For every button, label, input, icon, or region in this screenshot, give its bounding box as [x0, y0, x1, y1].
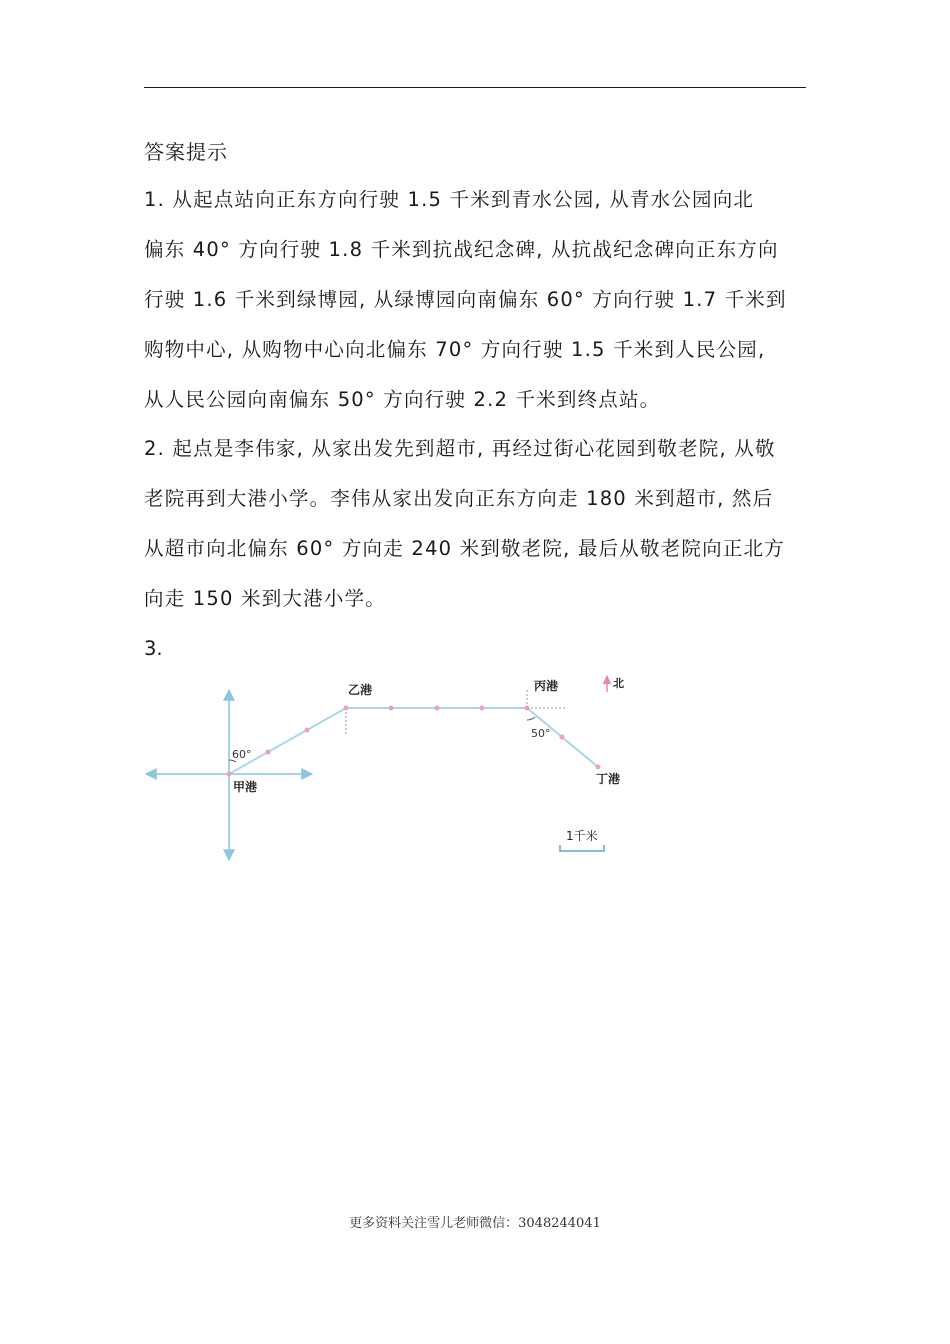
angle-label-bing: 50° — [531, 727, 551, 740]
angle-arc-bing — [527, 717, 535, 720]
route-point — [344, 706, 349, 711]
route-point — [596, 765, 601, 770]
answer-1-line: 购物中心, 从购物中心向北偏东 70° 方向行驶 1.5 千米到人民公园, — [144, 338, 766, 361]
footer-note: 更多资料关注雪儿老师微信：3048244041 — [349, 1216, 601, 1231]
route-point — [227, 772, 232, 777]
answer-2-line: 从超市向北偏东 60° 方向走 240 米到敬老院, 最后从敬老院向正北方 — [144, 537, 785, 560]
answer-2-line: 向走 150 米到大港小学。 — [144, 587, 386, 610]
scale-label: 1千米 — [566, 829, 598, 843]
answer-1-line: 偏东 40° 方向行驶 1.8 千米到抗战纪念碑, 从抗战纪念碑向正东方向 — [144, 238, 779, 261]
answer-1-line: 行驶 1.6 千米到绿博园, 从绿博园向南偏东 60° 方向行驶 1.7 千米到 — [144, 288, 787, 311]
answer-1-line: 从人民公园向南偏东 50° 方向行驶 2.2 千米到终点站。 — [144, 388, 661, 411]
route-point — [266, 750, 271, 755]
scale-bar — [560, 845, 604, 851]
route-line — [229, 708, 598, 774]
angle-label-jia: 60° — [232, 748, 252, 761]
answer-1 — [144, 175, 812, 425]
route-point — [560, 735, 565, 740]
route-point — [480, 706, 485, 711]
answer-2-line: 2. 起点是李伟家, 从家出发先到超市, 再经过街心花园到敬老院, 从敬 — [144, 437, 776, 460]
north-label: 北 — [613, 677, 624, 690]
label-jia-port: 甲港 — [233, 780, 258, 794]
answer-1-line: 1. 从起点站向正东方向行驶 1.5 千米到青水公园, 从青水公园向北 — [144, 188, 755, 211]
answer-2-line: 老院再到大港小学。李伟从家出发向正东方向走 180 米到超市, 然后 — [144, 487, 774, 510]
route-point — [435, 706, 440, 711]
answer-3-number: 3. — [144, 637, 163, 660]
label-bing-port: 丙港 — [534, 679, 559, 693]
route-point — [389, 706, 394, 711]
label-yi-port: 乙港 — [348, 683, 373, 697]
route-point — [525, 706, 530, 711]
route-point — [305, 728, 310, 733]
answer-2 — [144, 424, 812, 624]
header-rule — [144, 87, 806, 88]
route-map — [140, 670, 640, 870]
label-ding-port: 丁港 — [596, 772, 621, 786]
answer-heading: 答案提示 — [144, 140, 228, 164]
